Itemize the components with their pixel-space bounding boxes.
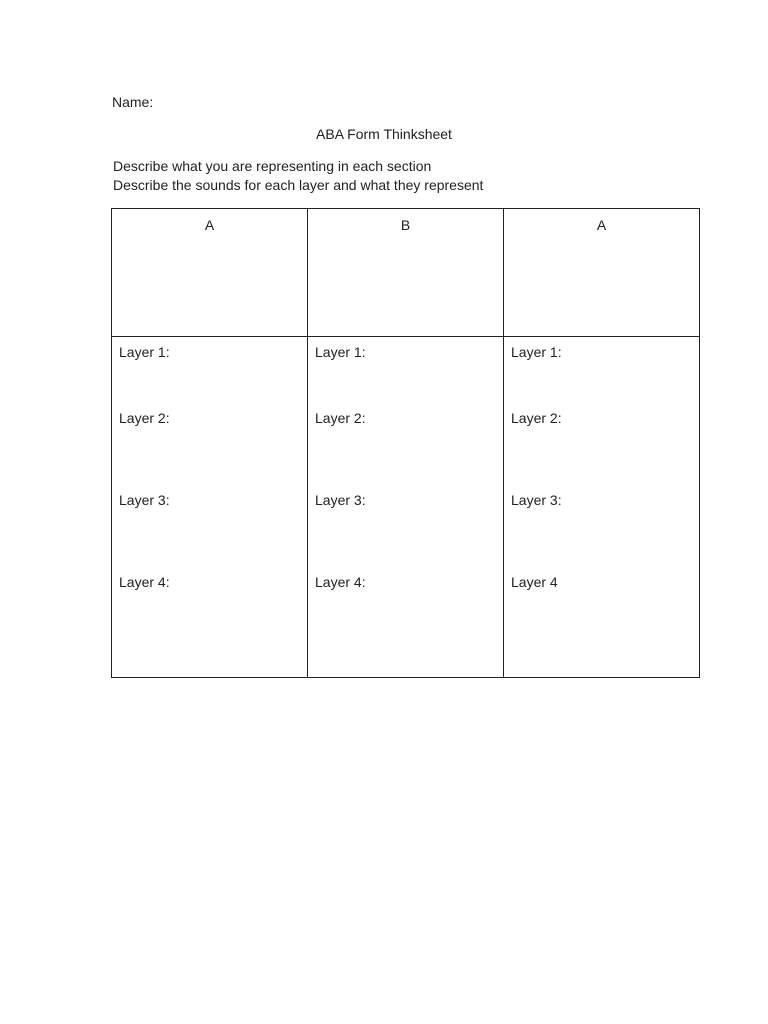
section-label: A (204, 217, 215, 233)
page-title (0, 125, 768, 143)
section-label: A (596, 217, 607, 233)
section-cell-b (308, 209, 504, 337)
instruction-sounds: Describe the sounds for each layer and what they represent (113, 177, 484, 193)
layers-cell-b (308, 337, 504, 678)
layer-label: Layer 3: (119, 492, 170, 508)
layer-label: Layer 3: (511, 492, 562, 508)
layer-label: Layer 4: (315, 574, 366, 590)
section-label: B (400, 217, 411, 233)
name-label: Name: (112, 94, 154, 110)
layer-label: Layer 4: (119, 574, 170, 590)
layer-label: Layer 1: (511, 344, 562, 360)
section-header-row (112, 209, 700, 337)
layer-label: Layer 3: (315, 492, 366, 508)
layers-cell-a2 (504, 337, 700, 678)
layer-label: Layer 4 (511, 574, 558, 590)
section-cell-a2 (504, 209, 700, 337)
layer-label: Layer 1: (119, 344, 170, 360)
aba-form-table (111, 208, 700, 678)
layer-label: Layer 2: (119, 410, 170, 426)
layer-label: Layer 2: (511, 410, 562, 426)
section-cell-a1 (112, 209, 308, 337)
layers-cell-a1 (112, 337, 308, 678)
layer-label: Layer 2: (315, 410, 366, 426)
instruction-sections: Describe what you are representing in each section (113, 158, 432, 174)
layers-row (112, 337, 700, 678)
page-title-text: ABA Form Thinksheet (316, 126, 452, 142)
layer-label: Layer 1: (315, 344, 366, 360)
